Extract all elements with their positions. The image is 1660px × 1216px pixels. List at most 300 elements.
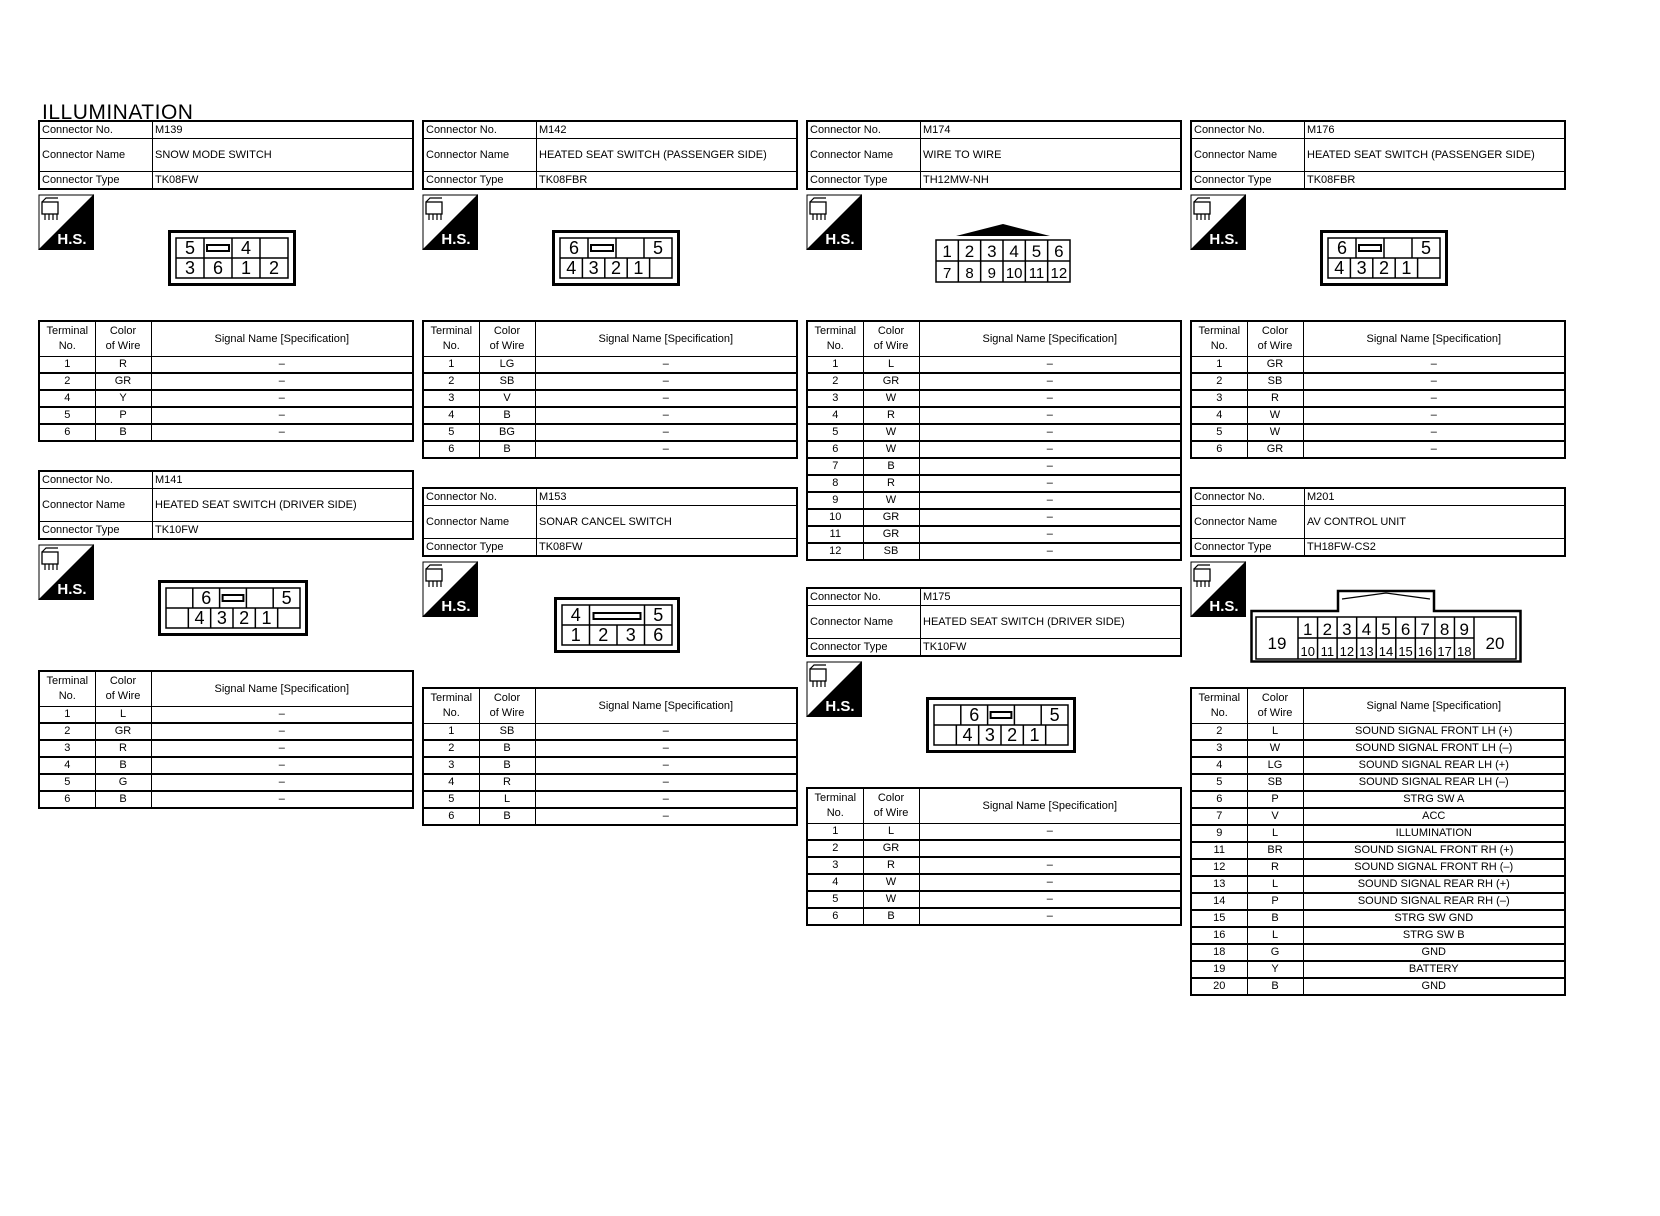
hs-label: H.S. [1209,231,1239,248]
terminal-no-header [807,788,863,824]
signal-name-header: Signal Name [Specification] [1303,688,1565,724]
terminal-no-cell: 1 [807,357,863,374]
signal-name-cell: SOUND SIGNAL FRONT LH (+) [1303,724,1565,741]
pin-label: 1 [1029,725,1040,745]
terminal-no-cell: 1 [1191,357,1247,374]
terminal-no-header [423,688,479,724]
signal-name-header: Signal Name [Specification] [919,788,1181,824]
signal-name-cell: – [919,458,1181,475]
table-row [807,441,1181,458]
pin-label: 13 [1359,644,1374,659]
wire-color-cell: SB [479,373,535,390]
pin-label: 3 [216,608,227,628]
pin-label: 2 [598,625,609,645]
wire-color-cell: B [479,441,535,458]
hs-label: H.S. [825,231,855,248]
table-row [1191,859,1565,876]
signal-name-cell: SOUND SIGNAL FRONT LH (–) [1303,740,1565,757]
pin-label: 17 [1437,644,1452,659]
pin-label: 7 [942,265,952,282]
wire-color-cell: GR [95,373,151,390]
terminal-no-cell: 3 [423,390,479,407]
terminal-no-cell: 6 [807,441,863,458]
wire-color-cell: R [1247,859,1303,876]
signal-name-cell: – [151,774,413,791]
color-of-wire-header [95,671,151,707]
table-row [423,390,797,407]
terminal-header-line: No. [58,340,76,352]
table-row [1191,424,1565,441]
wire-color-cell: GR [1247,441,1303,458]
signal-name-cell: – [535,774,797,791]
terminal-no-cell: 2 [1191,373,1247,390]
wire-color-cell: V [479,390,535,407]
signal-name-cell: – [919,509,1181,526]
table-row [1191,876,1565,893]
color-header-line: Color [493,325,521,337]
terminal-table-block [1190,320,1566,459]
pin-label: 4 [1334,258,1345,278]
table-row [423,774,797,791]
table-row [39,774,413,791]
table-row [423,357,797,374]
connector-face-m174 [928,212,1078,290]
connector-name-label: Connector Name [39,489,153,522]
pin-label: 11 [1028,265,1045,282]
signal-name-cell: SOUND SIGNAL FRONT RH (+) [1303,842,1565,859]
signal-name-cell: – [919,357,1181,374]
signal-name-cell: – [919,908,1181,925]
color-header-line: Color [1261,325,1289,337]
connector-name-label: Connector Name [423,506,537,539]
harness-side-icon [806,661,862,717]
pin-label: 16 [1417,644,1433,659]
terminal-table-block [1190,687,1566,996]
pin-label: 4 [194,608,205,628]
pin-label: 6 [1336,238,1348,258]
terminal-header-line: No. [58,690,76,702]
pin-label: 3 [987,242,997,261]
pin-label: 9 [987,265,997,282]
connector-type-label: Connector Type [39,172,153,190]
signal-name-cell: SOUND SIGNAL REAR RH (+) [1303,876,1565,893]
terminal-header-line: No. [826,340,844,352]
connector-no-value: M141 [153,471,414,489]
wire-color-cell: W [863,441,919,458]
terminal-no-cell: 4 [807,407,863,424]
terminal-no-cell: 4 [1191,407,1247,424]
connector-name-label: Connector Name [807,606,921,639]
table-row [807,458,1181,475]
connector-no-value: M175 [921,588,1182,606]
table-row [807,475,1181,492]
connector-header-table [422,487,798,557]
table-row [1191,357,1565,374]
connector-name-label: Connector Name [1191,139,1305,172]
pin-label: 1 [240,258,252,278]
pin-label: 1 [570,625,581,645]
signal-name-cell: – [151,707,413,724]
signal-name-cell: – [1303,407,1565,424]
terminal-header-line: Terminal [430,692,473,704]
harness-side-icon [422,561,478,617]
pin-label: 4 [1361,620,1372,639]
pin-label: 2 [1378,258,1390,278]
pin-label: 1 [1303,620,1313,639]
connector-no-value: M142 [537,121,798,139]
page-title: ILLUMINATION [42,101,194,124]
terminal-no-cell: 2 [807,373,863,390]
signal-name-cell: – [535,390,797,407]
terminal-header-line: Terminal [46,675,89,687]
signal-name-cell: STRG SW B [1303,927,1565,944]
signal-name-cell: – [919,543,1181,560]
signal-name-cell: – [151,757,413,774]
connector-no-label: Connector No. [39,471,153,489]
pin-label: 2 [1007,725,1018,745]
color-header-line: Color [109,675,137,687]
terminal-no-cell: 9 [1191,825,1247,842]
wire-color-cell: GR [1247,357,1303,374]
pin-label: 12 [1339,644,1355,659]
wire-color-cell: G [95,774,151,791]
table-row [1191,893,1565,910]
table-row [423,407,797,424]
connector-type-value: TK10FW [153,522,414,540]
terminal-no-cell: 2 [807,840,863,857]
signal-name-cell [919,840,1181,857]
terminal-no-cell: 6 [1191,441,1247,458]
wire-color-cell: R [95,740,151,757]
pin-label: 8 [1439,620,1450,639]
color-of-wire-header [863,788,919,824]
wire-color-cell: R [479,774,535,791]
table-row [423,373,797,390]
terminal-table [1190,320,1566,459]
table-row [39,407,413,424]
signal-name-cell: – [151,373,413,390]
signal-name-cell: – [535,357,797,374]
harness-side-icon [806,194,862,250]
wire-color-cell: L [1247,724,1303,741]
connector-name-value: WIRE TO WIRE [921,139,1182,172]
connector-no-label: Connector No. [1191,488,1305,506]
terminal-header-line: Terminal [814,792,857,804]
wire-color-cell: B [1247,978,1303,995]
terminal-no-cell: 5 [807,424,863,441]
connector-name-value: HEATED SEAT SWITCH (DRIVER SIDE) [921,606,1182,639]
terminal-no-cell: 3 [39,740,95,757]
terminal-no-cell: 1 [807,824,863,841]
pin-label: 5 [1381,620,1391,639]
signal-name-cell: – [919,857,1181,874]
table-row [423,791,797,808]
terminal-no-cell: 3 [423,757,479,774]
wire-color-cell: B [479,740,535,757]
wire-color-cell: GR [863,373,919,390]
terminal-table [38,670,414,809]
table-row [807,492,1181,509]
wire-color-cell: W [863,390,919,407]
terminal-no-cell: 1 [423,357,479,374]
pin-label: 5 [281,588,292,608]
connector-block-m142 [422,120,798,190]
wire-color-cell: Y [95,390,151,407]
table-row [423,757,797,774]
connector-header-table [422,120,798,190]
pin-label: 2 [268,258,280,278]
wire-color-cell: LG [1247,757,1303,774]
signal-name-cell: – [1303,390,1565,407]
pin-label: 15 [1398,644,1413,659]
terminal-no-cell: 1 [423,724,479,741]
wire-color-cell: W [863,492,919,509]
connector-type-label: Connector Type [39,522,153,540]
pin-label: 20 [1485,634,1505,653]
signal-name-cell: – [919,824,1181,841]
connector-name-value: HEATED SEAT SWITCH (PASSENGER SIDE) [1305,139,1566,172]
terminal-no-header [1191,688,1247,724]
pin-label: 4 [962,725,973,745]
wire-color-cell: GR [863,526,919,543]
connector-block-m141 [38,470,414,540]
wire-color-cell: R [863,475,919,492]
wire-color-cell: R [95,357,151,374]
connector-no-value: M201 [1305,488,1566,506]
table-row [1191,961,1565,978]
wire-color-cell: W [1247,424,1303,441]
terminal-no-cell: 5 [39,407,95,424]
pin-label: 12 [1050,265,1068,282]
pin-label: 3 [1342,620,1352,639]
signal-name-cell: – [919,526,1181,543]
terminal-table [422,687,798,826]
signal-name-header: Signal Name [Specification] [151,321,413,357]
connector-type-value: TK08FBR [1305,172,1566,190]
color-header-line: of Wire [105,690,141,702]
table-row [423,441,797,458]
signal-name-cell: – [1303,357,1565,374]
connector-type-value: TH12MW-NH [921,172,1182,190]
pin-label: 3 [625,625,636,645]
signal-name-cell: – [535,373,797,390]
pin-label: 9 [1459,620,1469,639]
terminal-no-cell: 9 [807,492,863,509]
terminal-no-cell: 20 [1191,978,1247,995]
signal-name-header: Signal Name [Specification] [151,671,413,707]
table-row [39,707,413,724]
signal-name-cell: BATTERY [1303,961,1565,978]
pin-label: 6 [568,238,580,258]
signal-name-cell: GND [1303,978,1565,995]
harness-side-icon [1190,561,1246,617]
color-of-wire-header [95,321,151,357]
wire-color-cell: B [95,757,151,774]
signal-name-cell: STRG SW GND [1303,910,1565,927]
terminal-no-cell: 11 [1191,842,1247,859]
wire-color-cell: W [1247,740,1303,757]
pin-label: 2 [964,242,975,261]
wire-color-cell: BR [1247,842,1303,859]
connector-no-value: M176 [1305,121,1566,139]
color-header-line: of Wire [1257,340,1293,352]
signal-name-cell: – [919,891,1181,908]
terminal-no-cell: 1 [39,357,95,374]
wire-color-cell: GR [863,509,919,526]
connector-type-label: Connector Type [807,172,921,190]
connector-face-m139 [168,230,296,286]
terminal-no-cell: 5 [807,891,863,908]
wire-color-cell: L [863,824,919,841]
signal-name-cell: – [535,757,797,774]
terminal-no-header [807,321,863,357]
table-row [39,757,413,774]
wire-color-cell: B [1247,910,1303,927]
wire-color-cell: L [863,357,919,374]
terminal-no-cell: 3 [1191,740,1247,757]
wire-color-cell: P [1247,791,1303,808]
terminal-no-cell: 4 [39,390,95,407]
table-row [1191,373,1565,390]
signal-name-header: Signal Name [Specification] [535,688,797,724]
table-row [423,808,797,825]
table-row [807,407,1181,424]
signal-name-cell: – [151,740,413,757]
signal-name-cell: – [151,357,413,374]
terminal-no-cell: 3 [807,390,863,407]
wire-color-cell: LG [479,357,535,374]
connector-header-table [1190,120,1566,190]
connector-type-value: TK08FW [537,539,798,557]
terminal-no-cell: 4 [423,774,479,791]
table-row [39,723,413,740]
color-header-line: of Wire [489,707,525,719]
pin-label: 5 [652,238,664,258]
wire-color-cell: SB [1247,774,1303,791]
signal-name-header: Signal Name [Specification] [919,321,1181,357]
terminal-header-line: No. [826,807,844,819]
signal-name-cell: – [919,874,1181,891]
color-header-line: Color [877,792,905,804]
terminal-no-cell: 5 [39,774,95,791]
terminal-no-cell: 2 [1191,724,1247,741]
harness-side-icon [38,544,94,600]
terminal-header-line: No. [442,707,460,719]
connector-type-value: TK08FW [153,172,414,190]
table-row [807,526,1181,543]
terminal-table [806,787,1182,926]
color-of-wire-header [479,321,535,357]
terminal-no-cell: 5 [1191,424,1247,441]
pin-label: 3 [984,725,995,745]
table-row [39,357,413,374]
pin-label: 4 [570,605,581,625]
table-row [1191,842,1565,859]
pin-label: 7 [1420,620,1430,639]
terminal-no-cell: 6 [39,791,95,808]
terminal-no-cell: 5 [423,424,479,441]
color-of-wire-header [479,688,535,724]
signal-name-cell: – [535,407,797,424]
terminal-no-header [39,321,95,357]
wire-color-cell: B [863,458,919,475]
pin-label: 5 [1049,705,1060,725]
wire-color-cell: L [1247,927,1303,944]
table-row [1191,944,1565,961]
signal-name-cell: – [151,407,413,424]
terminal-header-line: Terminal [46,325,89,337]
wire-color-cell: L [1247,876,1303,893]
table-row [1191,978,1565,995]
connector-face-m175 [926,697,1076,753]
terminal-no-cell: 4 [423,407,479,424]
terminal-header-line: No. [1210,707,1228,719]
wire-color-cell: B [479,757,535,774]
table-row [1191,441,1565,458]
terminal-no-cell: 11 [807,526,863,543]
table-row [807,509,1181,526]
connector-type-value: TK10FW [921,639,1182,657]
terminal-no-cell: 6 [1191,791,1247,808]
terminal-no-cell: 5 [1191,774,1247,791]
terminal-no-cell: 18 [1191,944,1247,961]
connector-type-label: Connector Type [423,539,537,557]
hs-label: H.S. [1209,598,1239,615]
wire-color-cell: R [863,407,919,424]
connector-header-table [38,470,414,540]
pin-label: 10 [1005,265,1023,282]
table-row [807,908,1181,925]
signal-name-cell: – [919,492,1181,509]
pin-label: 2 [610,258,622,278]
signal-name-cell: – [535,808,797,825]
wire-color-cell: L [95,707,151,724]
signal-name-header: Signal Name [Specification] [1303,321,1565,357]
signal-name-cell: – [535,791,797,808]
table-row [1191,740,1565,757]
terminal-table-block [38,320,414,442]
pin-label: 11 [1320,644,1335,659]
connector-name-value: SNOW MODE SWITCH [153,139,414,172]
terminal-no-cell: 12 [807,543,863,560]
connector-name-label: Connector Name [1191,506,1305,539]
signal-name-cell: SOUND SIGNAL REAR LH (+) [1303,757,1565,774]
pin-label: 6 [201,588,212,608]
table-row [807,357,1181,374]
pin-label: 18 [1456,644,1472,659]
color-header-line: of Wire [873,340,909,352]
pin-label: 1 [1401,258,1412,278]
terminal-table [1190,687,1566,996]
connector-block-m201 [1190,487,1566,557]
signal-name-cell: SOUND SIGNAL FRONT RH (–) [1303,859,1565,876]
connector-type-value: TK08FBR [537,172,798,190]
terminal-no-cell: 6 [807,908,863,925]
terminal-table [806,320,1182,561]
table-row [423,724,797,741]
connector-no-label: Connector No. [807,588,921,606]
pin-label: 1 [942,242,952,261]
terminal-no-cell: 6 [423,441,479,458]
color-header-line: Color [1261,692,1289,704]
connector-header-table [1190,487,1566,557]
signal-name-cell: STRG SW A [1303,791,1565,808]
pin-label: 4 [566,258,577,278]
terminal-table-block [806,787,1182,926]
signal-name-cell: – [919,373,1181,390]
table-row [39,424,413,441]
color-header-line: of Wire [1257,707,1293,719]
